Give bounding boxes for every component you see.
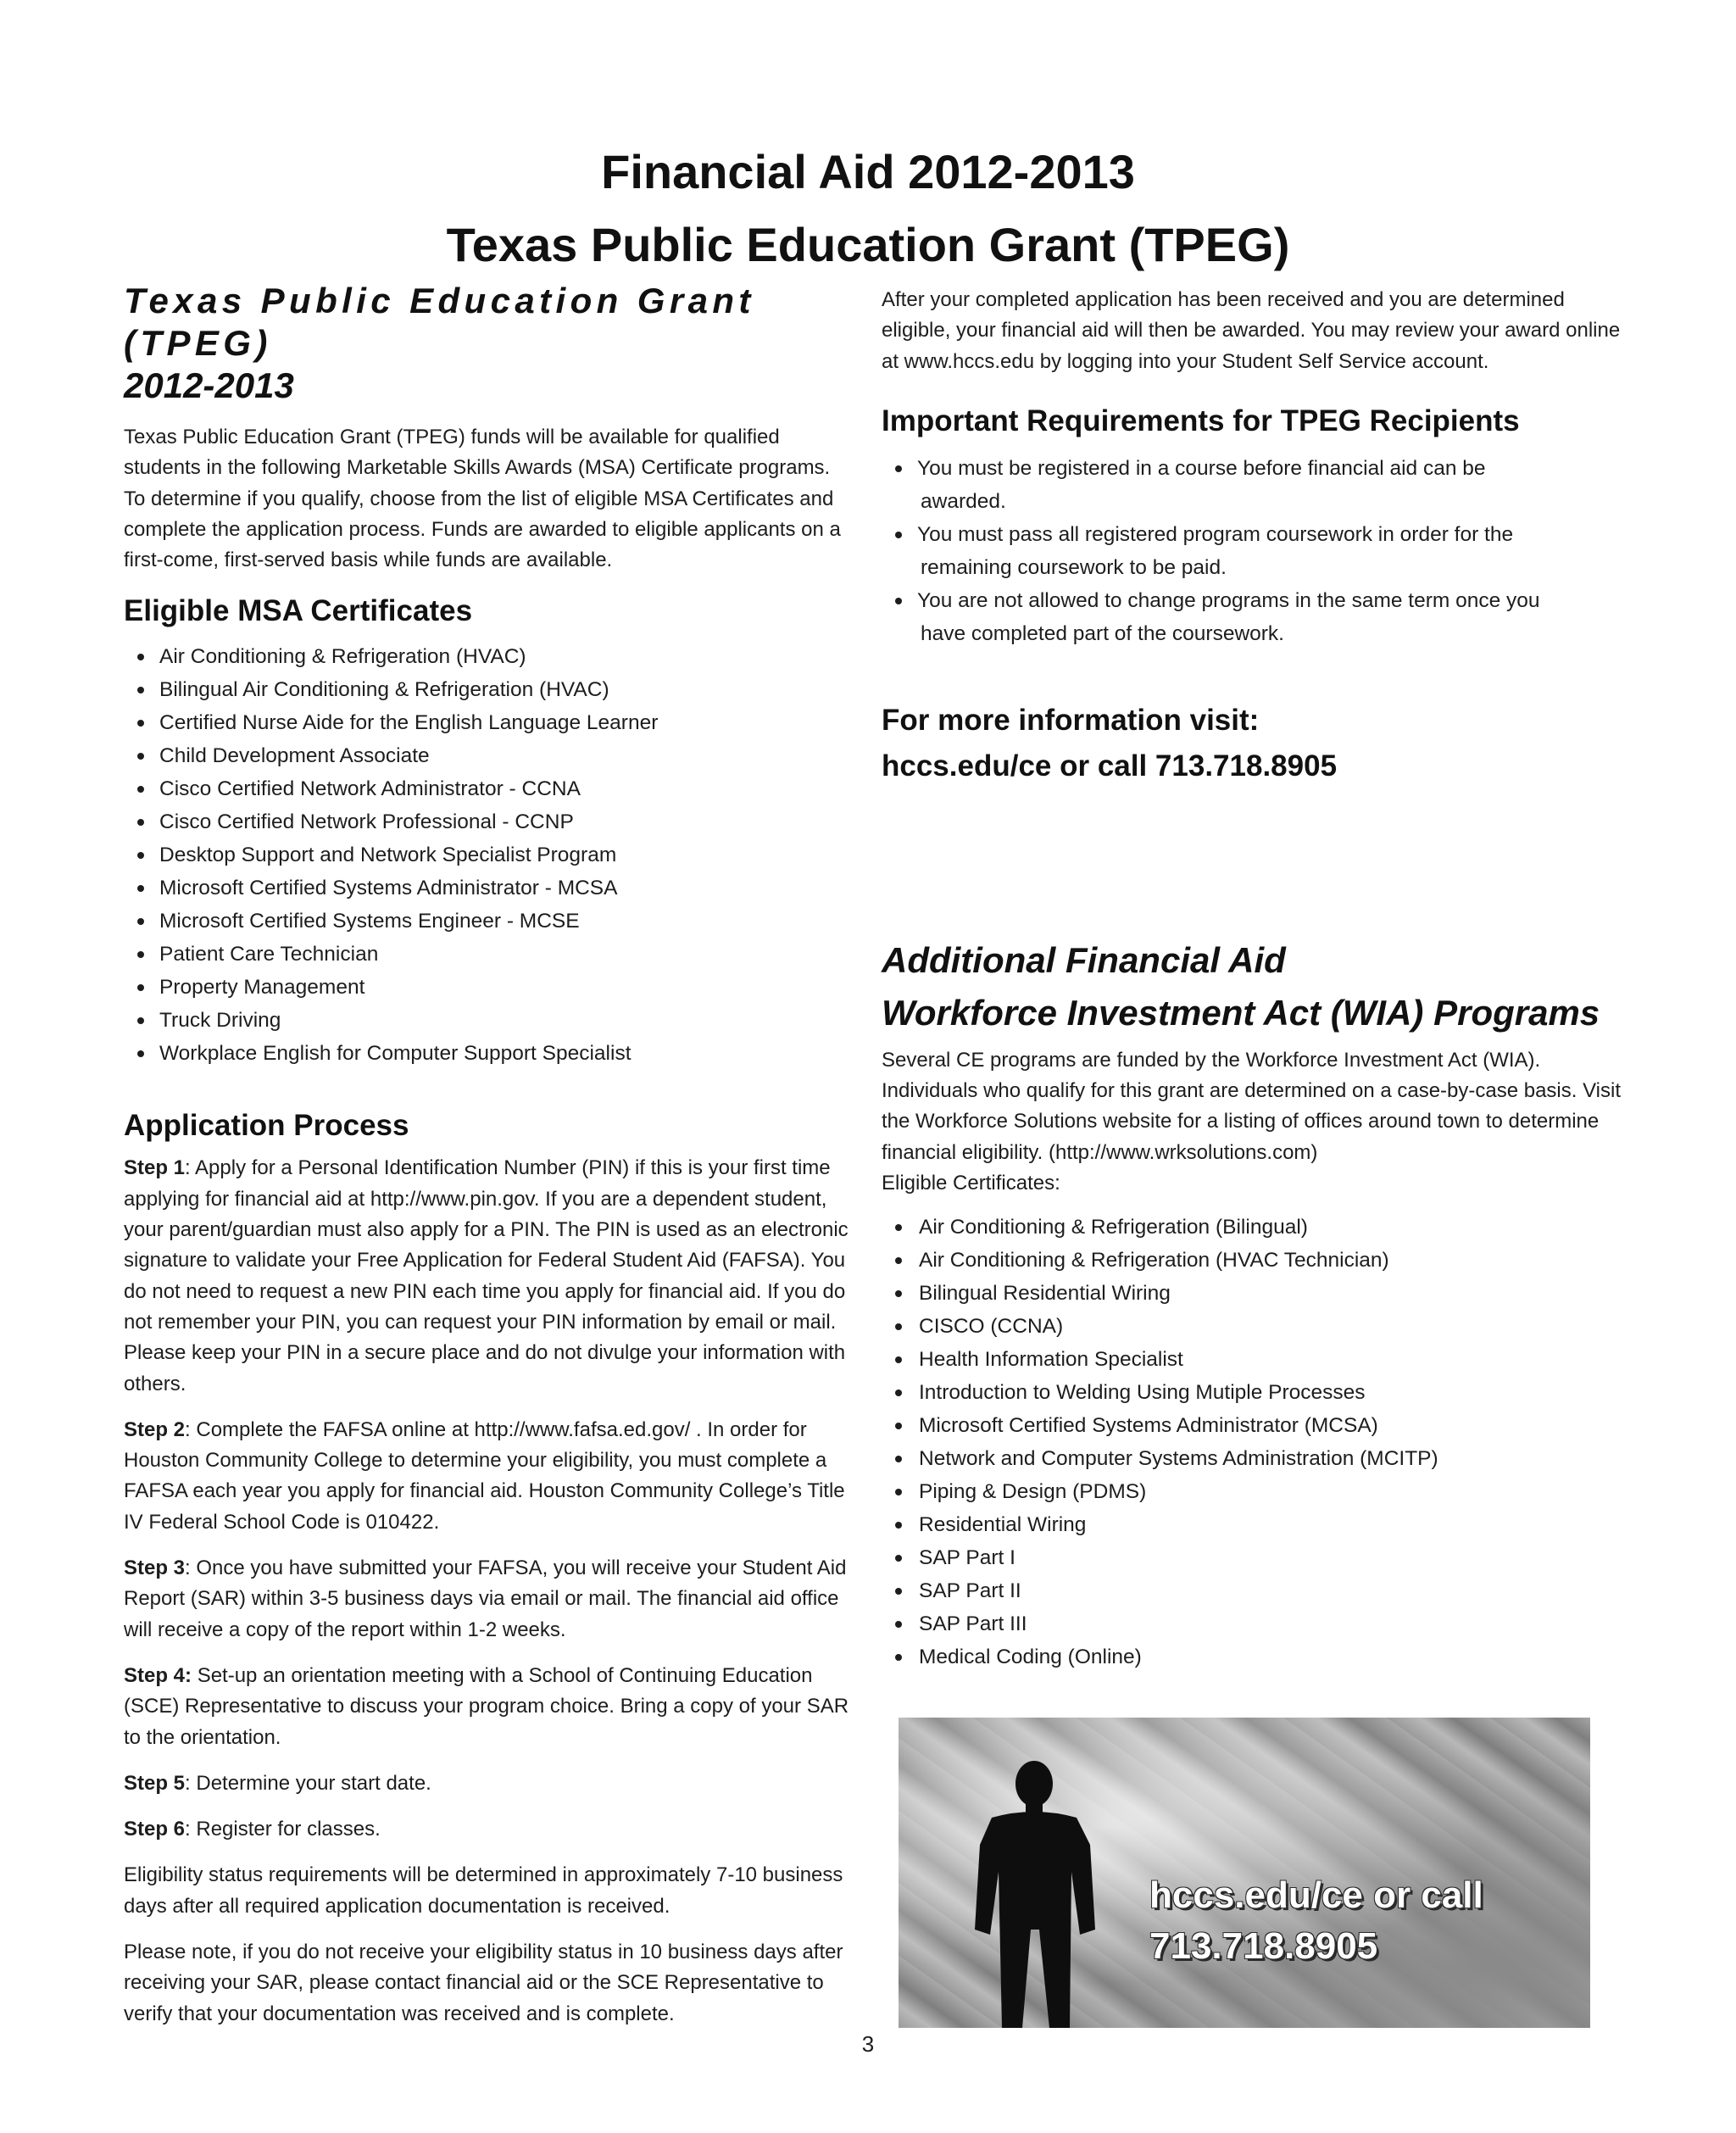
- please-note-paragraph: Please note, if you do not receive your eligibility status in 10 business days after receiving your SAR, please contact financial aid or the SCE Representative to verify that your documentation was received and is complete.: [124, 1941, 843, 2025]
- wia-list-item: Piping & Design (PDMS): [882, 1475, 1628, 1508]
- step-label: Step 1: [124, 1156, 186, 1180]
- tpeg-intro-paragraph: Texas Public Education Grant (TPEG) funds will be available for qualified students in the following Marketable Skills Awards (MSA) Certificate programs. To determine if you qualify, choose from the list of eligible MSA Certificates and complete the application process. Funds are awarded to eligible applicants on a first-come, first-served basis while funds are available.: [124, 426, 841, 572]
- msa-list-item: Patient Care Technician: [124, 938, 854, 971]
- requirements-title: Important Requirements for TPEG Recipients: [882, 404, 1520, 437]
- step-text: Once you have submitted your FAFSA, you will receive your Student Aid Report (SAR) within 3-5 business days via email or mail. The financial aid office will receive a copy of the report within 1-2 weeks.: [124, 1557, 847, 1641]
- step-6-paragraph: [124, 1814, 854, 1845]
- wia-list-item: Health Information Specialist: [882, 1343, 1628, 1376]
- step-separator: :: [185, 1417, 197, 1441]
- step-2-paragraph: [124, 1415, 854, 1538]
- requirement-text: You must be registered in a course before financial aid can be: [917, 456, 1486, 480]
- msa-list-item: Workplace English for Computer Support Specialist: [124, 1037, 854, 1070]
- step-label: Step 2: [124, 1417, 186, 1441]
- step-separator: :: [185, 1156, 196, 1180]
- wia-eligible-label: Eligible Certificates:: [882, 1172, 1060, 1195]
- wia-list-item: Introduction to Welding Using Mutiple Processes: [882, 1376, 1628, 1409]
- wia-list-item: Air Conditioning & Refrigeration (HVAC Technician): [882, 1244, 1628, 1277]
- step-separator: [192, 1664, 198, 1687]
- wia-list-item: SAP Part II: [882, 1574, 1628, 1607]
- msa-list-item: Air Conditioning & Refrigeration (HVAC): [124, 640, 854, 673]
- step-label: Step 4:: [124, 1663, 192, 1687]
- msa-certificate-list: [124, 640, 854, 1070]
- msa-list-item: Truck Driving: [124, 1004, 854, 1037]
- requirement-item: [882, 452, 1628, 518]
- promo-photo: [899, 1718, 1590, 2028]
- step-label: Step 5: [124, 1771, 186, 1795]
- step-text: Apply for a Personal Identification Number (PIN) if this is your first time applying for financial aid at http://www.pin.gov. If you are a dependent student, your parent/guardian must also apply for a PIN. The PIN is used as an electronic signature to validate your Free Application for Federal Student Aid (FAFSA). You do not need to request a new PIN each time you apply for financial aid. If you do not remember your PIN, you can request your PIN information by email or mail. Please keep your PIN in a secure place and do not divulge your information with others.: [124, 1156, 849, 1395]
- msa-list-item: Microsoft Certified Systems Engineer - MCSE: [124, 905, 854, 938]
- wia-list-item: Medical Coding (Online): [882, 1640, 1628, 1674]
- more-info-label: For more information visit:: [882, 703, 1260, 737]
- wia-list-item: Bilingual Residential Wiring: [882, 1277, 1628, 1310]
- promo-line-2: 713.718.8905: [1149, 1925, 1378, 1967]
- right-column: [882, 285, 1628, 1674]
- requirement-text-cont: have completed part of the coursework.: [921, 621, 1284, 645]
- promo-photo-caption: [1149, 1870, 1483, 1972]
- requirement-text-cont: awarded.: [921, 489, 1006, 513]
- requirement-item: [882, 584, 1628, 650]
- msa-list-item: Desktop Support and Network Specialist Program: [124, 838, 854, 872]
- page-title: Financial Aid 2012-2013: [601, 145, 1135, 198]
- step-text: Complete the FAFSA online at http://www.fafsa.ed.gov/ . In order for Houston Community College to determine your eligibility, you must complete a FAFSA each year you apply for financial aid. Houston Community College’s Title IV Federal School Code is 010422.: [124, 1417, 845, 1534]
- step-text: Set-up an orientation meeting with a School of Continuing Education (SCE) Representative to discuss your program choice. Bring a copy of your SAR to the orientation.: [124, 1663, 849, 1749]
- step-5-paragraph: [124, 1768, 854, 1799]
- step-3-paragraph: [124, 1553, 854, 1646]
- wia-list-item: Network and Computer Systems Administration (MCITP): [882, 1442, 1628, 1475]
- step-text: Determine your start date.: [196, 1771, 431, 1795]
- award-paragraph: After your completed application has been received and you are determined eligible, your financial aid will then be awarded. You may review your award online at www.hccs.edu by logging into your Student Self Service account.: [882, 288, 1621, 373]
- page-header: [0, 136, 1736, 281]
- step-text: Register for classes.: [196, 1818, 381, 1841]
- left-column: [124, 280, 854, 2030]
- wia-list-item: Air Conditioning & Refrigeration (Bilingual): [882, 1211, 1628, 1244]
- wia-list-item: CISCO (CCNA): [882, 1310, 1628, 1343]
- wia-title-line-2: Workforce Investment Act (WIA) Programs: [882, 992, 1600, 1033]
- msa-list-item: Cisco Certified Network Administrator - CCNA: [124, 772, 854, 805]
- more-info-contact: hccs.edu/ce or call 713.718.8905: [882, 749, 1338, 782]
- msa-list-item: Cisco Certified Network Professional - CCNP: [124, 805, 854, 838]
- step-4-paragraph: [124, 1661, 854, 1753]
- eligibility-note: Eligibility status requirements will be determined in approximately 7-10 business days after all required application documentation is received.: [124, 1863, 843, 1918]
- msa-list-item: Child Development Associate: [124, 739, 854, 772]
- msa-section-title: Eligible MSA Certificates: [124, 594, 473, 628]
- wia-certificate-list: [882, 1211, 1628, 1674]
- msa-list-item: Microsoft Certified Systems Administrator - MCSA: [124, 872, 854, 905]
- step-label: Step 6: [124, 1818, 186, 1841]
- wia-list-item: Residential Wiring: [882, 1508, 1628, 1541]
- wia-list-item: SAP Part I: [882, 1541, 1628, 1574]
- promo-line-1: hccs.edu/ce or call: [1149, 1874, 1483, 1916]
- wia-list-item: Microsoft Certified Systems Administrator (MCSA): [882, 1409, 1628, 1442]
- msa-list-item: Bilingual Air Conditioning & Refrigeration (HVAC): [124, 673, 854, 706]
- step-separator: :: [185, 1557, 197, 1580]
- requirement-text-cont: remaining coursework to be paid.: [921, 555, 1227, 579]
- more-info-block: [882, 698, 1628, 789]
- wia-title-line-1: Additional Financial Aid: [882, 939, 1286, 980]
- wia-list-item: SAP Part III: [882, 1607, 1628, 1640]
- tpeg-section-year: 2012-2013: [124, 365, 294, 405]
- application-process-title: Application Process: [124, 1109, 409, 1143]
- requirement-text: You must pass all registered program coursework in order for the: [917, 522, 1514, 546]
- msa-list-item: Certified Nurse Aide for the English Language Learner: [124, 706, 854, 739]
- step-separator: :: [185, 1818, 197, 1841]
- wia-paragraph: Several CE programs are funded by the Workforce Investment Act (WIA). Individuals who qualify for this grant are determined on a case-by-case basis. Visit the Workforce Solutions website for a listing of offices around town to determine financial eligibility. (http://www.wrksolutions.com): [882, 1048, 1622, 1164]
- step-label: Step 3: [124, 1557, 186, 1580]
- msa-list-item: Property Management: [124, 971, 854, 1004]
- step-separator: :: [185, 1771, 197, 1795]
- requirements-list: [882, 452, 1628, 650]
- requirement-text: You are not allowed to change programs in the same term once you: [917, 588, 1540, 612]
- page-subtitle: Texas Public Education Grant (TPEG): [446, 218, 1290, 271]
- requirement-item: [882, 518, 1628, 584]
- step-1-paragraph: [124, 1153, 854, 1399]
- page-number: 3: [861, 2031, 875, 2057]
- tpeg-section-title: Texas Public Education Grant (TPEG): [124, 281, 755, 363]
